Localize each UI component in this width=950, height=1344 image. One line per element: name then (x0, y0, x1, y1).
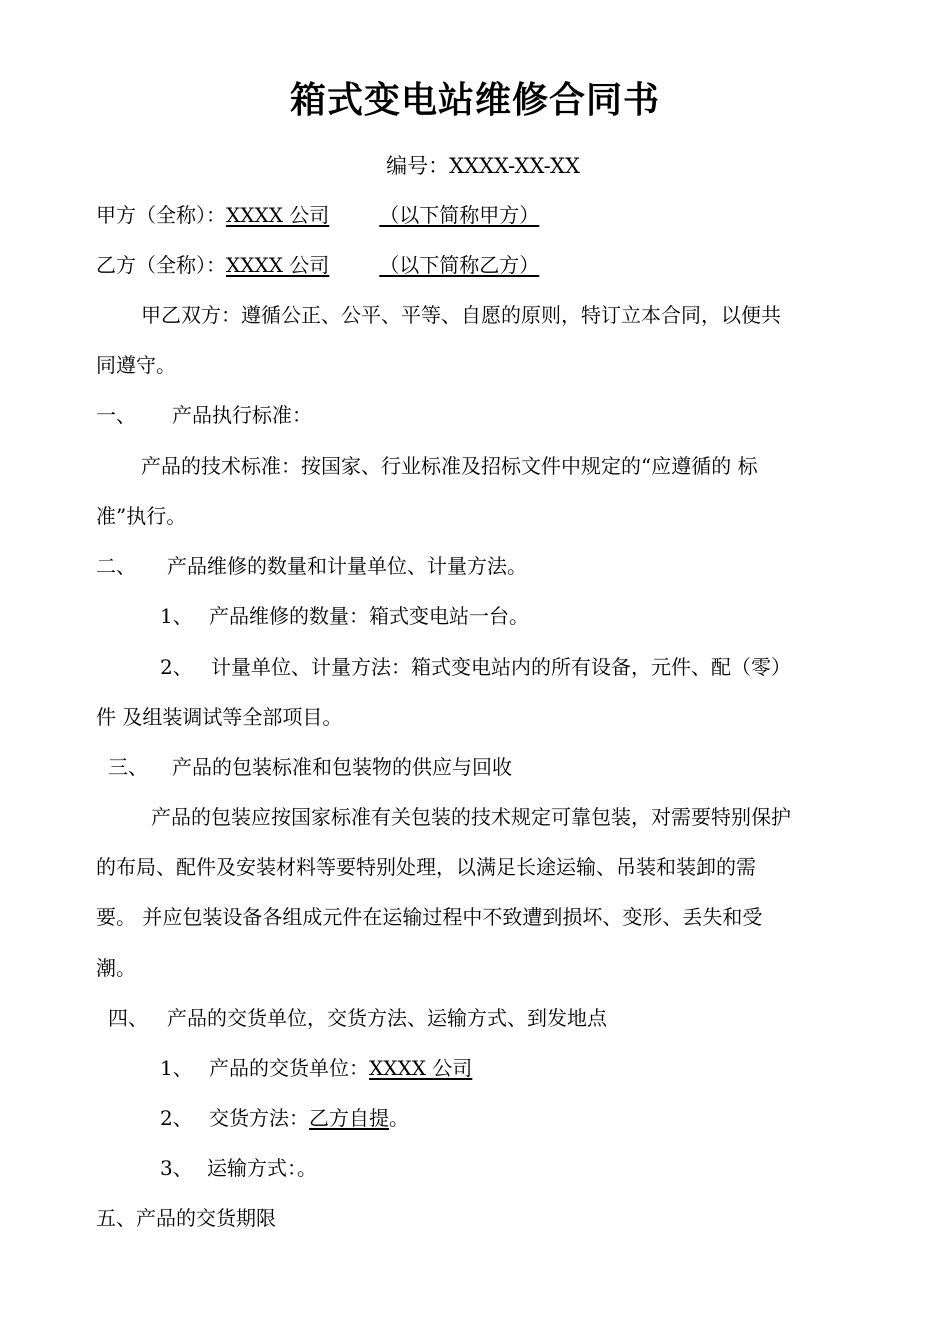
document-title: 箱式变电站维修合同书 (289, 80, 660, 121)
section-3-line-4: 潮。 (96, 956, 136, 980)
delivery-unit-value: XXXX 公司 (369, 1056, 473, 1080)
party-b-line (96, 251, 539, 279)
contract-number: 编号：XXXX-XX-XX (386, 154, 580, 178)
delivery-method-value: 乙方自提 (309, 1106, 389, 1130)
delivery-method-label: 交货方法： (209, 1106, 309, 1130)
party-a-line (96, 201, 539, 229)
preamble-line-2: 同遵守。 (96, 353, 176, 377)
section-1-line-2: 准”执行。 (96, 504, 187, 528)
party-a-underlined (226, 203, 539, 227)
section-2-number: 二、 (96, 554, 136, 578)
preamble-line-1: 甲乙双方：遵循公正、公平、平等、自愿的原则，特订立本合同，以便共 (141, 303, 781, 327)
delivery-method-suffix: 。 (389, 1106, 409, 1130)
section-3-line-1: 产品的包装应按国家标准有关包装的技术规定可靠包装，对需要特别保护 (151, 805, 791, 829)
section-3-line-2: 的布局、配件及安装材料等要特别处理，以满足长途运输、吊装和装卸的需 (96, 855, 756, 879)
party-a-label: 甲方（全称）： (96, 203, 226, 227)
party-a-name: XXXX 公司 (226, 203, 330, 227)
section-1-heading: 产品执行标准： (172, 403, 312, 427)
section-4-item-1 (209, 1054, 472, 1082)
section-5-heading: 五、产品的交货期限 (96, 1206, 276, 1230)
section-2-item-2-text: 计量单位、计量方法：箱式变电站内的所有设备，元件、配（零） (211, 655, 791, 679)
section-3-number: 三、 (108, 755, 148, 779)
section-3-heading: 产品的包装标准和包装物的供应与回收 (172, 755, 512, 779)
section-4-item-3-text: 运输方式：。 (207, 1156, 317, 1180)
section-4-heading: 产品的交货单位，交货方法、运输方式、到发地点 (167, 1006, 607, 1030)
section-3-line-3: 要。 并应包装设备各组成元件在运输过程中不致遭到损坏、变形、丢失和受 (96, 905, 763, 929)
section-4-item-3-number: 3、 (160, 1156, 193, 1180)
section-2-item-2-number: 2、 (160, 655, 193, 679)
section-1-number: 一、 (96, 403, 136, 427)
section-1-line-1: 产品的技术标准：按国家、行业标准及招标文件中规定的“应遵循的 标 (141, 454, 758, 478)
section-2-item-2-continuation: 件 及组装调试等全部项目。 (96, 705, 343, 729)
section-4-item-2 (209, 1104, 409, 1132)
section-4-item-2-number: 2、 (160, 1106, 193, 1130)
section-2-heading: 产品维修的数量和计量单位、计量方法。 (167, 554, 527, 578)
party-a-alias: （以下简称甲方） (379, 203, 540, 227)
party-b-underlined (226, 253, 539, 277)
section-4-number: 四、 (108, 1006, 148, 1030)
party-b-name: XXXX 公司 (226, 253, 330, 277)
party-b-label: 乙方（全称）： (96, 253, 226, 277)
section-4-item-1-number: 1、 (160, 1056, 193, 1080)
party-b-alias: （以下简称乙方） (379, 253, 540, 277)
section-2-item-1-text: 产品维修的数量：箱式变电站一台。 (209, 604, 529, 628)
section-2-item-1-number: 1、 (160, 604, 193, 628)
delivery-unit-label: 产品的交货单位： (209, 1056, 369, 1080)
